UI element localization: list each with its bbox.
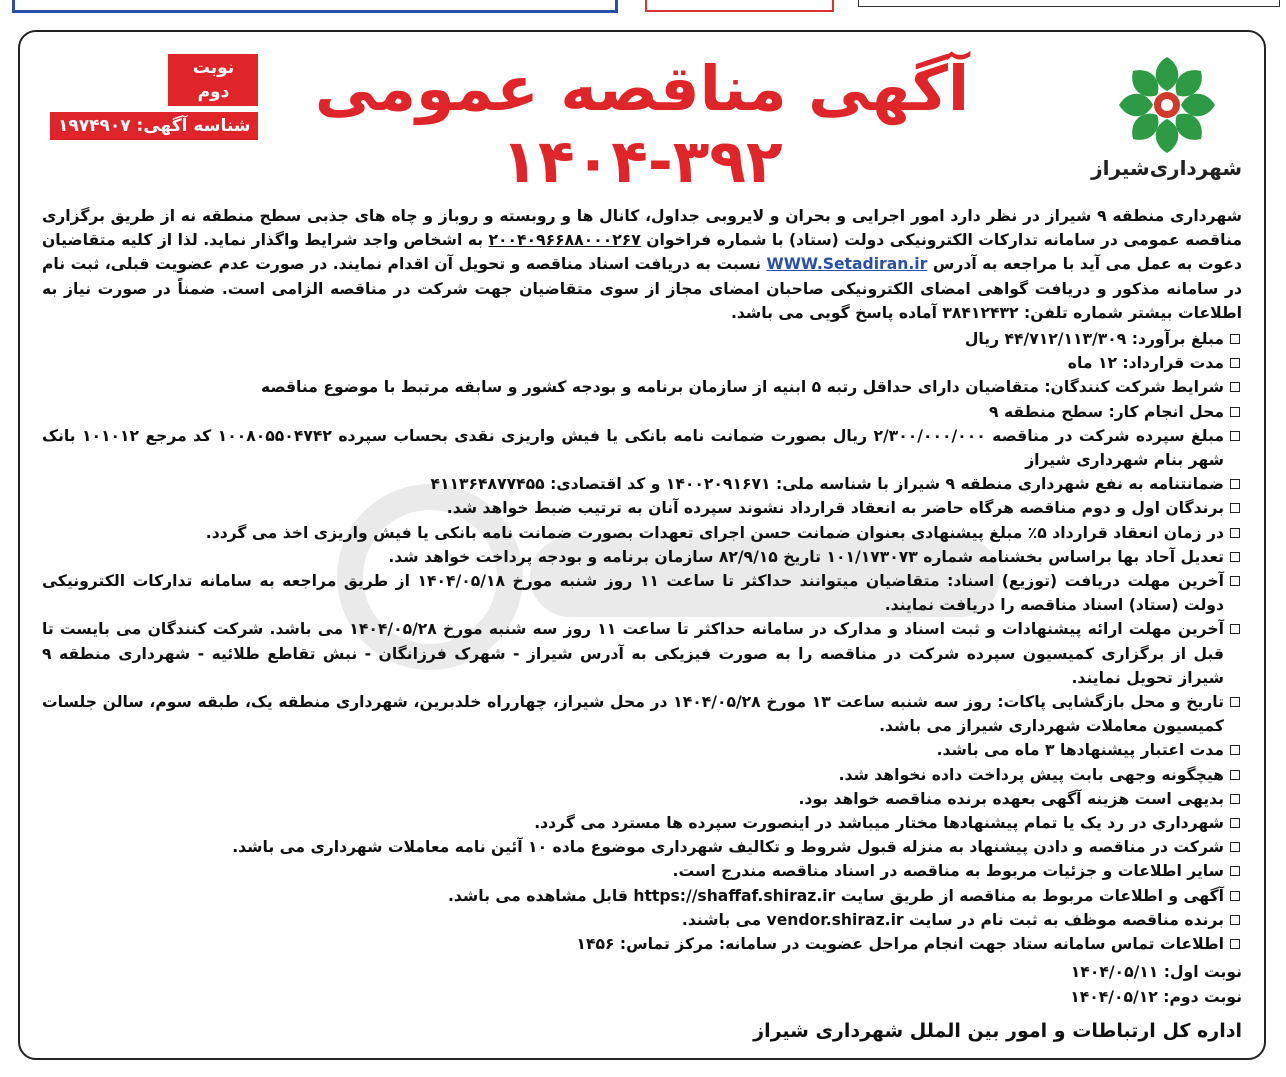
top-box-left: [12, 0, 618, 13]
condition-item: هیچگونه وجهی بابت پیش پرداخت داده نخواهد شد.: [42, 763, 1242, 787]
condition-item: آگهی و اطلاعات مربوط به مناقصه از طریق سایت https://shaffaf.shiraz.ir قابل مشاهده می باشد.: [42, 884, 1242, 908]
tender-code: ۲۰۰۴۰۹۶۶۸۸۰۰۰۲۶۷: [488, 231, 641, 250]
top-strip: [0, 0, 1286, 16]
condition-item: اطلاعات تماس سامانه ستاد جهت انجام مراحل عضویت در سامانه: مرکز تماس: ۱۴۵۶: [42, 932, 1242, 956]
intro-paragraph: [42, 204, 1242, 325]
condition-item: مدت اعتبار پیشنهادها ۳ ماه می باشد.: [42, 738, 1242, 762]
condition-item: شهرداری در رد یک یا تمام پیشنهادها مختار میباشد در اینصورت سپرده ها مسترد می گردد.: [42, 811, 1242, 835]
conditions-list: [42, 327, 1242, 956]
condition-item: برنده مناقصه موظف به ثبت نام در سایت vendor.shiraz.ir می باشند.: [42, 908, 1242, 932]
condition-item: تعدیل آحاد بها براساس بخشنامه شماره ۱۰۱/۱۷۳۰۷۳ تاریخ ۸۲/۹/۱۵ سازمان برنامه و بودجه پرداخت خواهد شد.: [42, 545, 1242, 569]
condition-item: بدیهی است هزینه آگهی بعهده برنده مناقصه خواهد بود.: [42, 787, 1242, 811]
round-badge: نوبت دوم: [168, 54, 258, 106]
condition-item: تاریخ و محل بازگشایی پاکات: روز سه شنبه ساعت ۱۳ مورخ ۱۴۰۴/۰۵/۲۸ در محل شیراز، چهارراه خلدبرین، شهرداری منطقه یک، طبقه سوم، سالن جلسات کمیسیون معاملات شهرداری شیراز می باشد.: [42, 690, 1242, 738]
condition-item: مدت قرارداد: ۱۲ ماه: [42, 351, 1242, 375]
signature: اداره کل ارتباطات و امور بین الملل شهرداری شیراز: [753, 1019, 1242, 1042]
notice-id-badge: شناسه آگهی: ۱۹۷۴۹۰۷: [50, 112, 258, 140]
tender-number: ۱۴۰۴-۳۹۲: [501, 127, 783, 197]
condition-item: آخرین مهلت دریافت (توزیع) اسناد: متقاضیان میتوانند حداکثر تا ساعت ۱۱ روز شنبه مورخ ۱۴۰۴/۰۵/۱۸ از طریق مراجعه به سامانه تدارکات الکترونیکی دولت (ستاد) اسناد مناقصه را دریافت نمایند.: [42, 569, 1242, 617]
condition-item: آخرین مهلت ارائه پیشنهادات و ثبت اسناد و مدارک در سامانه حداکثر تا ساعت ۱۱ روز سه شنبه مورخ ۱۴۰۴/۰۵/۲۸ می باشد. شرکت کنندگان می بایست تا قبل از برگزاری کمیسیون سپرده شرکت در مناقصه را به صورت فیزیکی به آدرس شیراز - شهرک فرزانگان - نبش تقاطع طلائیه - شهرداری منطقه ۹ شیراز تحویل نمایند.: [42, 617, 1242, 690]
publication-dates: [42, 960, 1242, 1008]
condition-item: محل انجام کار: سطح منطقه ۹: [42, 400, 1242, 424]
top-box-middle: [645, 0, 834, 12]
condition-item: برندگان اول و دوم مناقصه هرگاه حاضر به انعقاد قرارداد نشوند سپرده آنان به ترتیب ضبط خواهد شد.: [42, 496, 1242, 520]
first-publication-date: نوبت اول: ۱۴۰۴/۰۵/۱۱: [1070, 963, 1242, 982]
condition-item: در زمان انعقاد قرارداد ۵٪ مبلغ پیشنهادی بعنوان ضمانت حسن اجرای تعهدات بصورت ضمانت نامه بانکی یا فیش واریزی اخذ می گردد.: [42, 521, 1242, 545]
second-publication-date: نوبت دوم: ۱۴۰۴/۰۵/۱۲: [1070, 987, 1242, 1006]
organization-name: شهرداری‌شیراز: [1091, 156, 1242, 180]
condition-item: مبلغ سپرده شرکت در مناقصه ۲/۳۰۰/۰۰۰/۰۰۰ ریال بصورت ضمانت نامه بانکی یا فیش واریزی نقدی بحساب سپرده ۱۰۰۸۰۵۵۰۴۷۴۲ کد مرجع ۱۰۱۰۱۲ بانک شهر بنام شهرداری شیراز: [42, 424, 1242, 472]
condition-item: شرایط شرکت کنندگان: متقاضیان دارای حداقل رتبه ۵ ابنیه از سازمان برنامه و بودجه کشور و سابقه مرتبط با موضوع مناقصه: [42, 375, 1242, 399]
setadiran-link[interactable]: WWW.Setadiran.ir: [766, 255, 928, 274]
intro-part-1: شهرداری منطقه ۹ شیراز در نظر دارد امور اجرایی و بحران و لایروبی جداول، کانال ها و روبسته و روباز و چاه های جذبی سطح منطقه نه از طریق برگزاری مناقصه عمومی در سامانه تدارکات الکترونیکی دولت (ستاد) با شماره فراخوان: [42, 207, 1242, 250]
condition-item: سایر اطلاعات و جزئیات مربوط به مناقصه در اسناد مناقصه مندرج است.: [42, 859, 1242, 883]
intro-part-2: به اشخاص واجد شرایط واگذار نماید. لذا از کلیه متقاضیان دعوت به عمل می آید با مراجعه به آدرس: [42, 231, 1242, 274]
notice-body: [42, 204, 1242, 1043]
condition-item: ضمانتنامه به نفع شهرداری منطقه ۹ شیراز با شناسه ملی: ۱۴۰۰۲۰۹۱۶۷۱ و کد اقتصادی: ۴۱۱۳۶۴۸۷۷۴۵۵: [42, 472, 1242, 496]
condition-item: مبلغ برآورد: ۴۴/۷۱۲/۱۱۳/۳۰۹ ریال: [42, 327, 1242, 351]
intro-part-3: نسبت به دریافت اسناد مناقصه و تحویل آن اقدام نمایند. در صورت عدم عضویت قبلی، ثبت نام در سامانه مذکور و دریافت گواهی امضای الکترونیکی صاحبان امضای مجاز از سوی متقاضیان جهت شرکت در مناقصه الزامی است. ضمناً در صورت نیاز به اطلاعات بیشتر شماره تلفن: ۳۸۴۱۲۴۳۲ آماده پاسخ گویی می باشد.: [42, 255, 1242, 322]
notice-title: آگهی مناقصه عمومی: [314, 52, 970, 125]
notice-frame: [18, 30, 1266, 1060]
top-box-right: [858, 0, 1280, 7]
condition-item: شرکت در مناقصه و دادن پیشنهاد به منزله قبول شروط و تکالیف شهرداری موضوع ماده ۱۰ آئین نامه معاملات شهرداری می باشد.: [42, 835, 1242, 859]
